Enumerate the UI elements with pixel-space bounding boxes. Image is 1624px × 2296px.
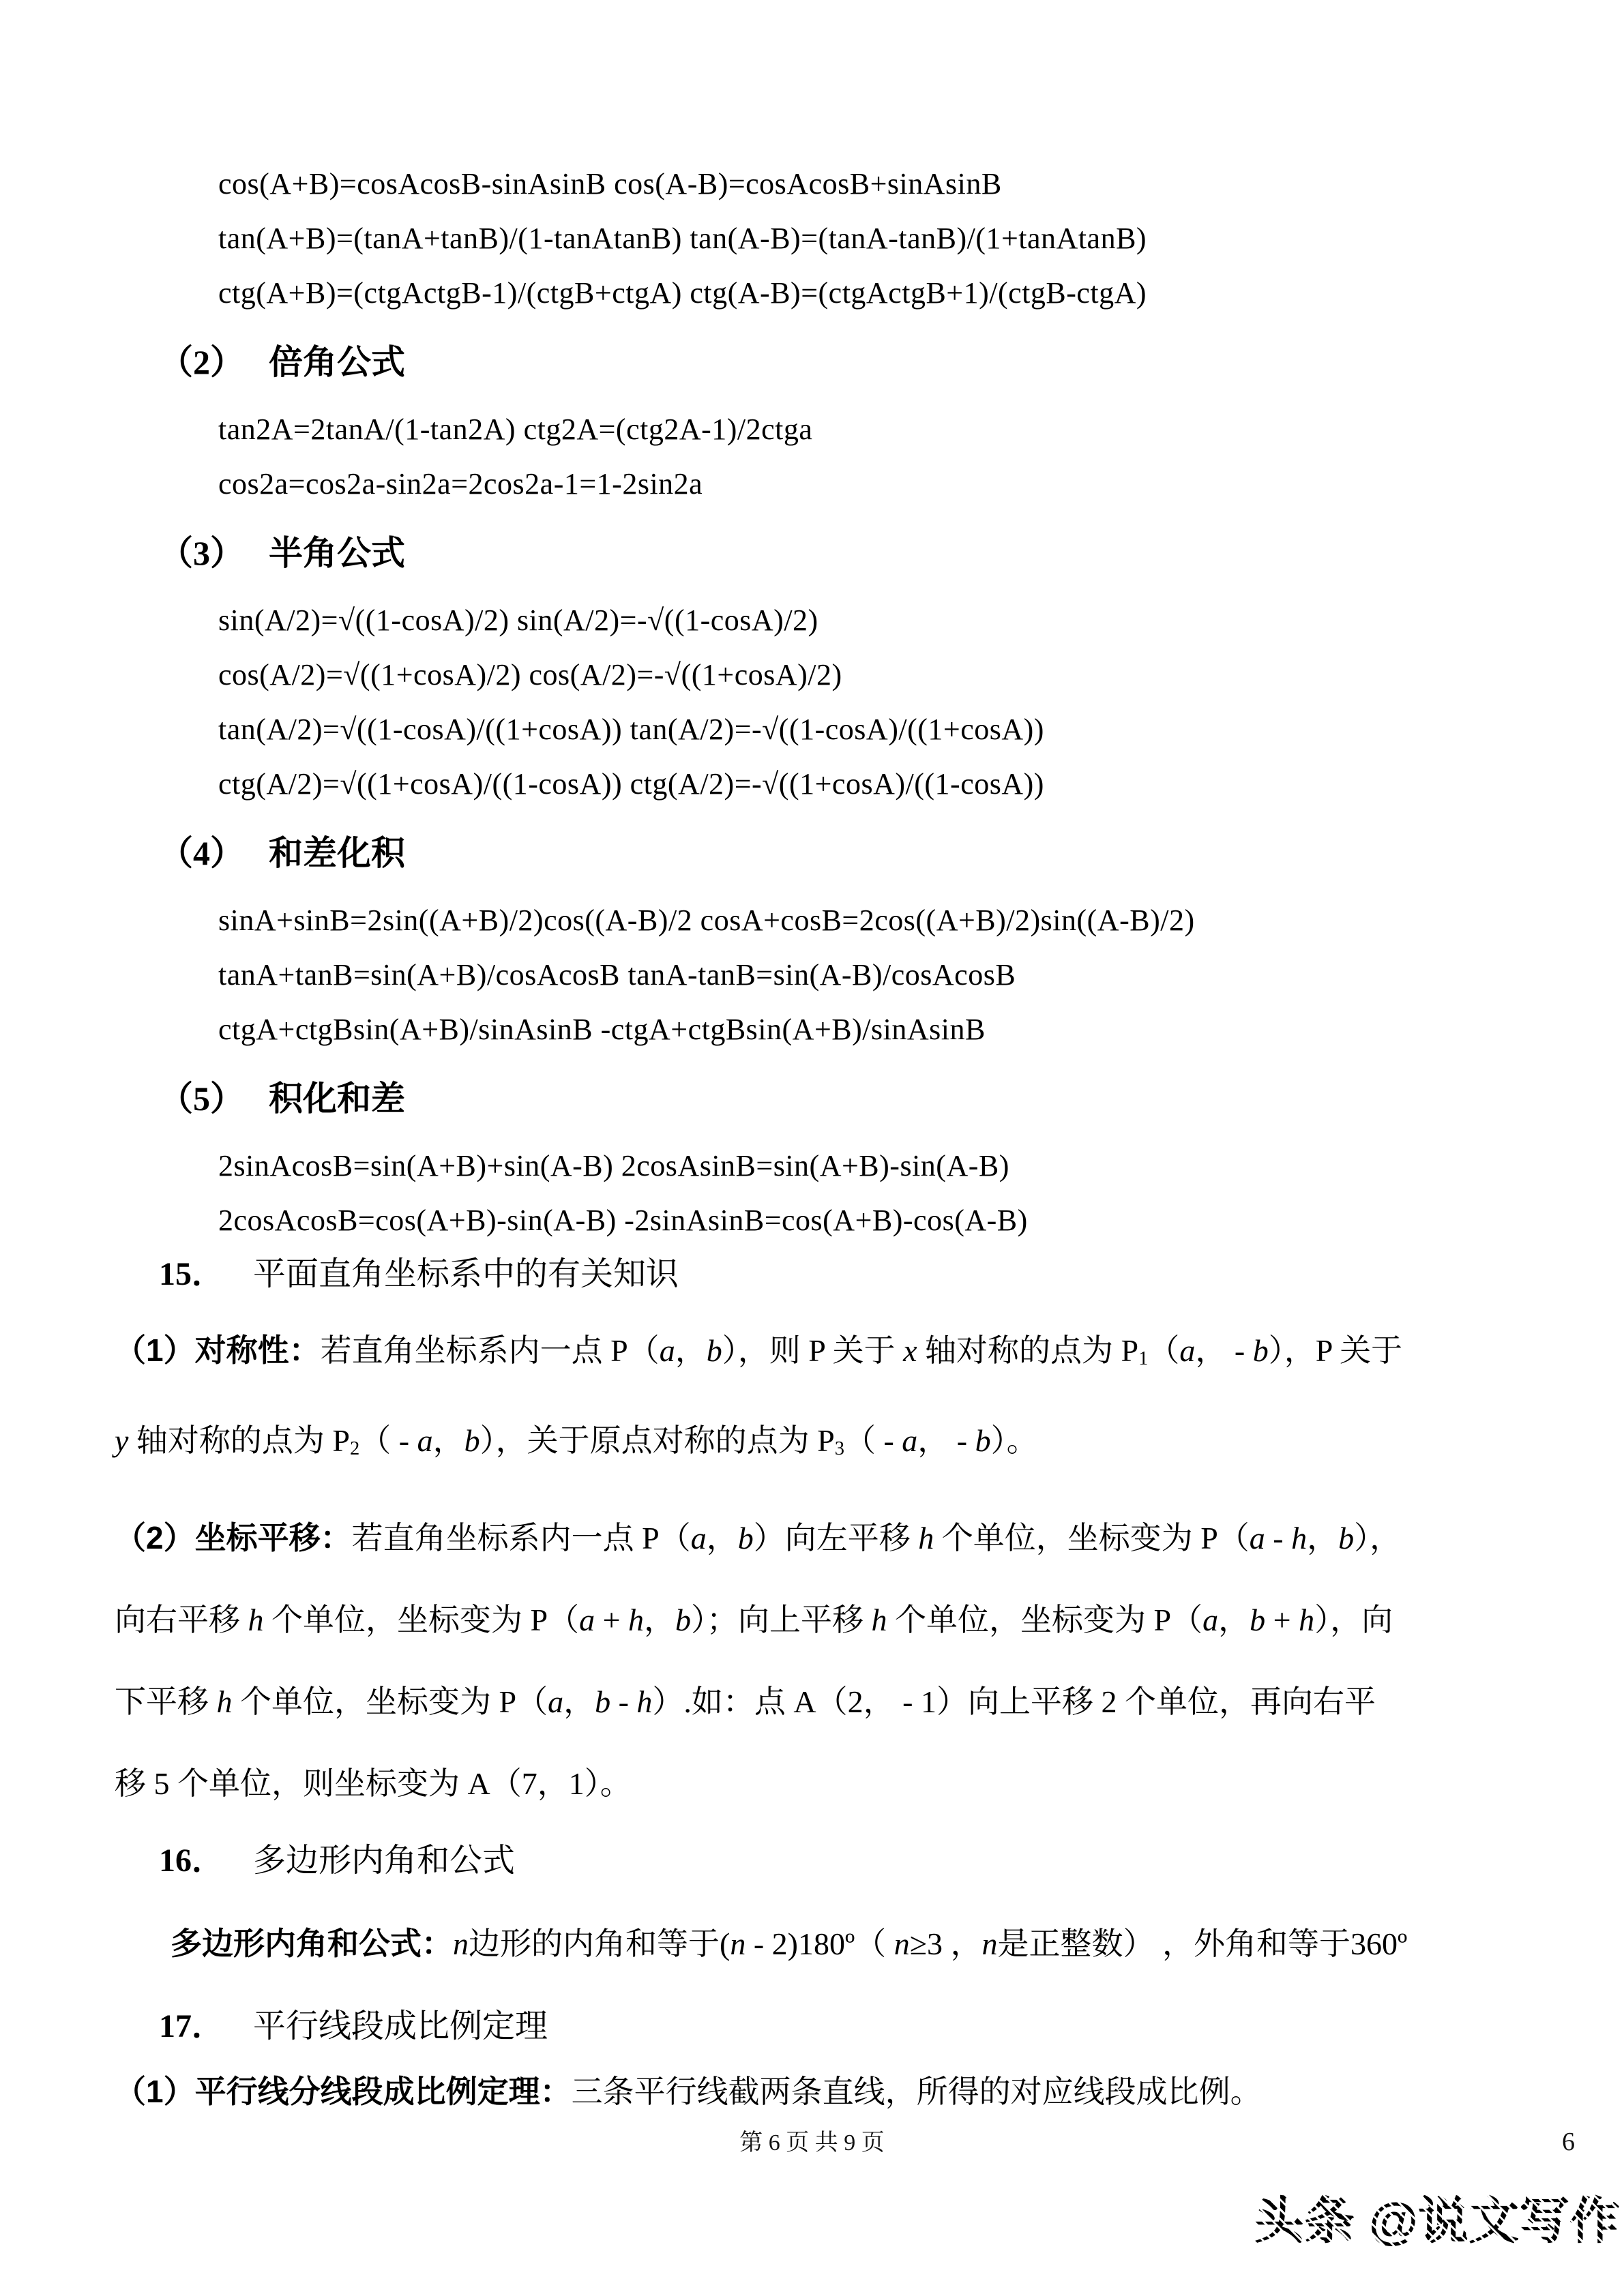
section-title: 半角公式: [269, 534, 405, 572]
heading-title: 多边形内角和公式: [253, 1843, 516, 1879]
numbered-heading-17: [159, 2003, 1624, 2051]
footer-page-info: 第 6 页 共 9 页: [739, 2130, 885, 2156]
section-heading-2: [159, 338, 1624, 386]
paragraph-line: （1）平行线分线段成比例定理：三条平行线截两条直线，所得的对应线段成比例。: [115, 2074, 1262, 2110]
paragraph-line: （1）对称性：若直角坐标系内一点 P（a，b），则 P 关于 x 轴对称的点为 $P_1(a$， - b），P 关于: [115, 1332, 1403, 1370]
paragraph-translation: [115, 1497, 1624, 1825]
numbered-heading-16: [159, 1837, 1624, 1885]
section-heading-4: [159, 829, 1624, 877]
formula-line: cos(A/2)=√((1+cosA)/2) cos(A/2)=-√((1+cosA)/2): [218, 658, 842, 691]
formula-line: ctgA+ctgBsin(A+B)/sinAsinB -ctgA+ctgBsin(A+B)/sinAsinB: [218, 1013, 986, 1046]
heading-title: 平行线段成比例定理: [253, 2008, 548, 2045]
paragraph-line: 下平移 h 个单位，坐标变为 P（a，b - h）.如：点 A（2， - 1）向上平移 2 个单位，再向右平: [115, 1684, 1376, 1720]
paragraph-parallel-lines: [115, 2051, 1624, 2133]
formula-line: 2sinAcosB=sin(A+B)+sin(A-B) 2cosAsinB=sin(A+B)-sin(A-B): [218, 1149, 1009, 1182]
formula-line: sin(A/2)=√((1-cosA)/2) sin(A/2)=-√((1-cosA)/2): [218, 603, 818, 637]
paragraph-line: （2）坐标平移：若直角坐标系内一点 P（a，b）向左平移 h 个单位，坐标变为 P（a - h，b），: [115, 1520, 1402, 1556]
section-number: （3）: [159, 534, 244, 572]
heading-number: 17．: [159, 2008, 225, 2045]
formula-line: ctg(A+B)=(ctgActgB-1)/(ctgB+ctgA) ctg(A-B)=(ctgActgB+1)/(ctgB-ctgA): [218, 276, 1147, 310]
formula-line: tan(A+B)=(tanA+tanB)/(1-tanAtanB) tan(A-B)=(tanA-tanB)/(1+tanAtanB): [218, 222, 1147, 255]
paragraph-line: 向右平移 h 个单位，坐标变为 P（a + h，b）；向上平移 h 个单位，坐标变为 P（a，b + h），向: [115, 1602, 1393, 1638]
section-heading-3: [159, 529, 1624, 577]
section-heading-5: [159, 1075, 1624, 1122]
section-title: 倍角公式: [269, 343, 405, 381]
formula-line: sinA+sinB=2sin((A+B)/2)cos((A-B)/2 cosA+cosB=2cos((A+B)/2)sin((A-B)/2): [218, 904, 1195, 937]
heading-number: 16．: [159, 1843, 225, 1879]
paragraph-line: y 轴对称的点为 $P_2$（ - a，b），关于原点对称的点为 $P_3$（ - a， - b）。: [115, 1423, 1038, 1460]
formula-line: cos2a=cos2a-sin2a=2cos2a-1=1-2sin2a: [218, 467, 703, 501]
formula-line: ctg(A/2)=√((1+cosA)/((1-cosA)) ctg(A/2)=-√((1+cosA)/((1-cosA)): [218, 767, 1044, 801]
formula-line: 2cosAcosB=cos(A+B)-sin(A-B) -2sinAsinB=cos(A+B)-cos(A-B): [218, 1204, 1028, 1237]
watermark: 头条 @说文写作: [1254, 2183, 1620, 2258]
paragraph-symmetry: [115, 1309, 1624, 1490]
section-number: （4）: [159, 834, 244, 872]
section-title: 和差化积: [269, 834, 405, 872]
paragraph-polygon-angles: [171, 1903, 1624, 1985]
section-title: 积化和差: [269, 1079, 405, 1118]
paragraph-line: 移 5 个单位，则坐标变为 A（7，1）。: [115, 1766, 632, 1802]
formula-line: tan2A=2tanA/(1-tan2A) ctg2A=(ctg2A-1)/2ctga: [218, 413, 813, 446]
section-number: （5）: [159, 1079, 244, 1118]
section-number: （2）: [159, 343, 244, 381]
formula-line: tan(A/2)=√((1-cosA)/((1+cosA)) tan(A/2)=-√((1-cosA)/((1+cosA)): [218, 713, 1044, 746]
heading-title: 平面直角坐标系中的有关知识: [253, 1256, 679, 1292]
heading-number: 15．: [159, 1256, 225, 1292]
numbered-heading-15: [159, 1251, 1624, 1298]
formula-line: cos(A+B)=cosAcosB-sinAsinB cos(A-B)=cosAcosB+sinAsinB: [218, 167, 1002, 200]
footer-page-number: 6: [1562, 2128, 1575, 2156]
paragraph-line: 多边形内角和公式：n边形的内角和等于(n - 2)180º（ n≥3 ，n是正整数） ，外角和等于360º: [171, 1926, 1408, 1962]
formula-line: tanA+tanB=sin(A+B)/cosAcosB tanA-tanB=sin(A-B)/cosAcosB: [218, 958, 1016, 992]
